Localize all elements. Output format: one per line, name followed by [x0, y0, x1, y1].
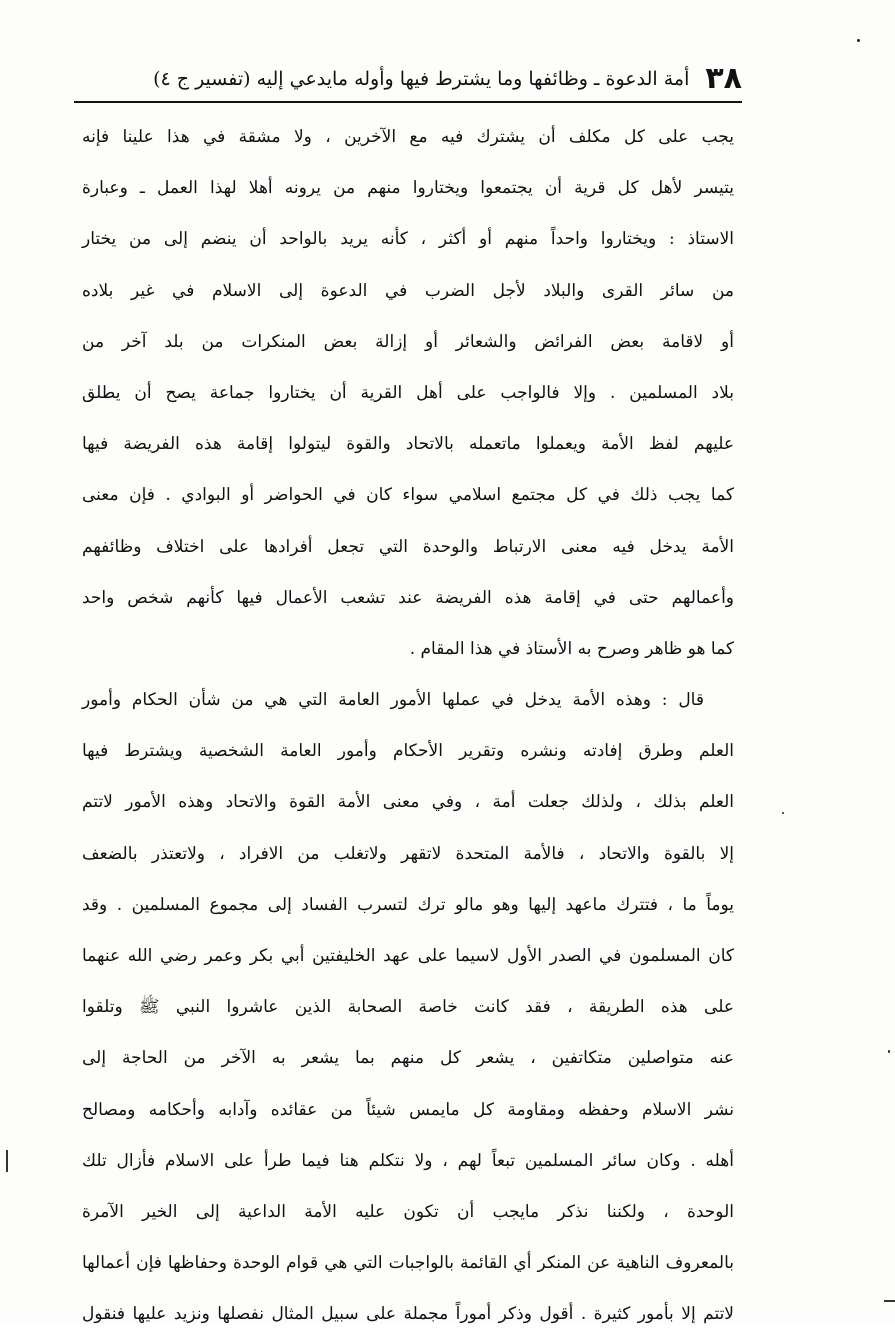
text-line: يجب على كل مكلف أن يشترك فيه مع الآخرين ، ولا مشقة في هذا علينا فإنه [82, 127, 734, 147]
body-text [82, 112, 734, 1341]
running-head: أمة الدعوة ـ وظائفها وما يشترط فيها وأوله مايدعي إليه (تفسير ج ٤) [153, 68, 690, 90]
text-line: الوحدة ، ولكننا نذكر مايجب أن تكون عليه الأمة الداعية إلى الخير الآمرة [82, 1201, 734, 1222]
text-line: قال : وهذه الأمة يدخل في عملها الأمور العامة التي هي من شأن الحكام وأمور [82, 690, 704, 711]
text-line: أو لاقامة بعض الفرائض والشعائر أو إزالة بعض المنكرات من بلد آخر من [82, 331, 734, 352]
scan-speck [857, 39, 860, 42]
text-line: الاستاذ : ويختاروا واحداً منهم أو أكثر ، كأنه يريد بالواحد أن ينضم إلى من يختار [82, 229, 734, 250]
text-line: إلا بالقوة والاتحاد ، فالأمة المتحدة لاتقهر ولاتغلب من الافراد ، ولاتعتذر بالضعف [82, 843, 734, 864]
text-line: العلم بذلك ، ولذلك جعلت أمة ، وفي معنى الأمة القوة والاتحاد وهذه الأمور لاتتم [82, 792, 734, 813]
text-line: كما يجب ذلك في كل مجتمع اسلامي سواء كان في الحواضر أو البوادي . فإن معنى [82, 485, 734, 506]
scan-edge-mark [6, 1150, 8, 1172]
scan-speck [888, 1050, 890, 1053]
text-line: لاتتم إلا بأمور كثيرة . أقول وذكر أموراً مجملة على سبيل المثال نفصلها ونزيد عليها فنقول [82, 1304, 734, 1325]
text-line: بلاد المسلمين . وإلا فالواجب على أهل القرية أن يختاروا جماعة يصح أن يطلق [82, 382, 734, 403]
text-line: بالمعروف الناهية عن المنكر أي القائمة بالواجبات التي هي قوام الوحدة وحفاظها فإن أعمالها [82, 1253, 734, 1274]
text-line: كما هو ظاهر وصرح به الأستاذ في هذا المقام . [409, 638, 734, 659]
header-rule [74, 101, 742, 103]
text-line: نشر الاسلام وحفظه ومقاومة كل مايمس شيئاً من عقائده وآدابه وأحكامه ومصالح [82, 1099, 734, 1120]
text-line: كان المسلمون في الصدر الأول لاسيما على عهد الخليفتين أبي بكر وعمر رضي الله عنهما [82, 946, 734, 966]
text-line: العلم وطرق إفادته ونشره وتقرير الأحكام وأمور العامة الشخصية ويشترط فيها [82, 741, 734, 762]
text-line: أهله . وكان سائر المسلمين تبعاً لهم ، ولا نتكلم هنا فيما طرأ على الاسلام فأزال تلك [82, 1150, 734, 1171]
page-number: ٣٨ [705, 61, 742, 96]
text-line: وأعمالهم حتى في إقامة هذه الفريضة عند تشعب الأعمال فيها كأنهم شخص واحد [82, 587, 734, 608]
text-line: يوماً ما ، فتترك ماعهد إليها وهو مالو ترك لتسرب الفساد إلى مجموع المسلمين . وقد [82, 894, 734, 915]
text-line: على هذه الطريقة ، فقد كانت خاصة الصحابة الذين عاشروا النبي ﷺ وتلقوا [82, 997, 734, 1018]
text-line: عليهم لفظ الأمة ويعملوا ماتعمله بالاتحاد والقوة ليتولوا إقامة هذه الفريضة فيها [82, 434, 734, 455]
scan-edge-mark [884, 1300, 895, 1302]
page-header [74, 58, 742, 100]
text-line: من سائر القرى والبلاد لأجل الضرب في الدعوة إلى الاسلام في غير بلاده [82, 280, 734, 301]
scan-speck [782, 812, 784, 814]
text-line: الأمة يدخل فيه معنى الارتباط والوحدة التي تجعل أفرادها على اختلاف وظائفهم [82, 536, 734, 557]
text-line: يتيسر لأهل كل قرية أن يجتمعوا ويختاروا منهم من يرونه أهلا لهذا العمل ـ وعبارة [82, 178, 734, 199]
text-line: عنه متواصلين متكاتفين ، يشعر كل منهم بما يشعر به الآخر من الحاجة إلى [82, 1048, 734, 1069]
